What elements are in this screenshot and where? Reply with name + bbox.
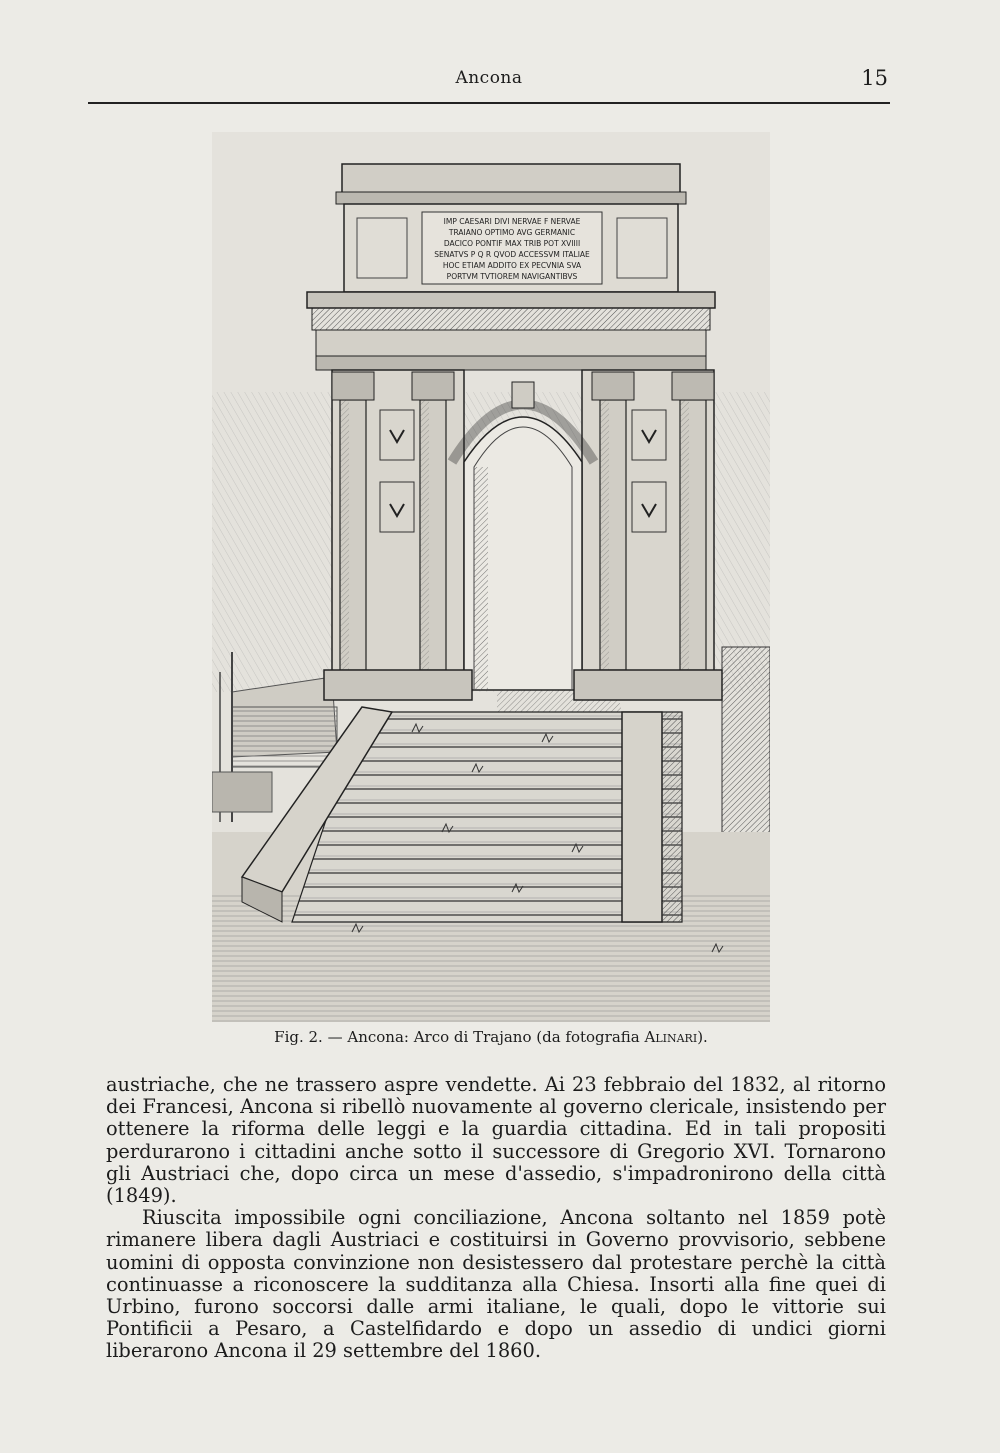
background-wall <box>722 647 770 857</box>
arch-of-trajan-illustration <box>212 132 770 1022</box>
inscription-line: HOC ETIAM ADDITO EX PECVNIA SVA <box>442 261 582 270</box>
inscription-line: TRAIANO OPTIMO AVG GERMANIC <box>448 228 576 237</box>
caption-text: Fig. 2. — Ancona: Arco di Trajano (da fotografia <box>274 1028 645 1046</box>
inscription-line: PORTVM TVTIOREM NAVIGANTIBVS <box>446 272 578 281</box>
caption-credit: Alinari <box>644 1028 698 1046</box>
caption-suffix: ). <box>697 1028 708 1046</box>
running-title: Ancona <box>455 68 523 88</box>
paragraph: Riuscita impossibile ogni conciliazione, Ancona soltanto nel 1859 potè rimanere libera dagli Austriaci e costituirsi in Governo provvisorio, sebbene uomini di opposta convinzione non desistessero dal protestare perchè la città continuasse a riconoscere la sudditanza alla Chiesa. Insorti alla fine quei di Urbino, furono soccorsi dalle armi italiane, le quali, dopo le vittorie sui Pontificii a Pesaro, a Castelfidardo e dopo un assedio di undici giorni liberarono Ancona il 29 settembre del 1860. <box>106 1206 886 1363</box>
paragraph: austriache, che ne trassero aspre vendette. Ai 23 febbraio del 1832, al ritorno dei Francesi, Ancona si ribellò nuovamente al governo clericale, insistendo per ottenere la riforma delle leggi e la guardia cittadina. Ed in tali propositi perdurarono i cittadini anche sotto il successore di Gregorio XVI. Tornarono gli Austriaci che, dopo circa un mese d'assedio, s'impadronirono della città (1849). <box>106 1073 886 1208</box>
inscription-line: SENATVS P Q R QVOD ACCESSVM ITALIAE <box>434 250 590 259</box>
body-text <box>106 1074 886 1363</box>
figure-caption <box>212 1028 770 1046</box>
arch-engraving <box>212 132 770 1022</box>
page-header <box>88 62 890 104</box>
page-number: 15 <box>861 66 888 90</box>
arch-monument <box>307 164 722 700</box>
inscription-line: IMP CAESARI DIVI NERVAE F NERVAE <box>443 217 581 226</box>
inscription-line: DACICO PONTIF MAX TRIB POT XVIIII <box>443 239 581 248</box>
